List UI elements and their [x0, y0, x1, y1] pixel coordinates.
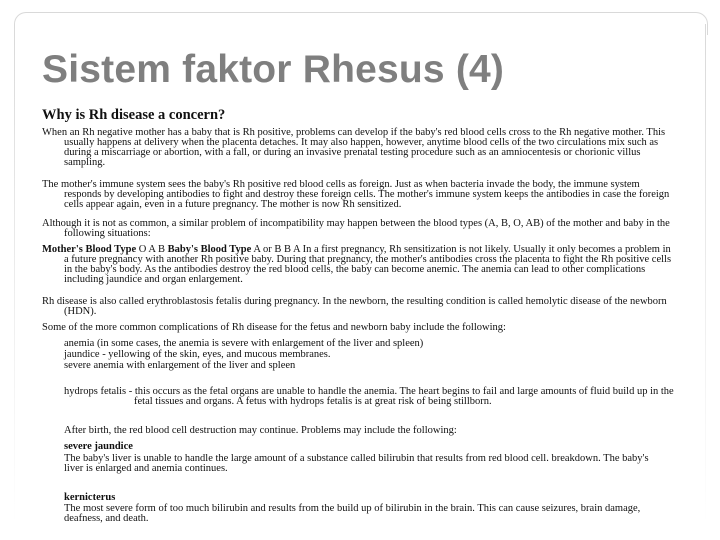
baby-blood-type-label: Baby's Blood Type [167, 244, 252, 255]
after-birth-text: After birth, the red blood cell destruction may continue. Problems may include the following: [64, 425, 457, 436]
paragraph-blood-types [42, 245, 672, 285]
paragraph-complications: Some of the more common complications of Rh disease for the fetus and newborn baby include the following: [42, 322, 506, 333]
paragraph-rh-mother: When an Rh negative mother has a baby that is Rh positive, problems can develop if the baby's red blood cells cross to the Rh negative mother. This usually happens at delivery when the placenta detaches. It may also happen, however, anytime blood cells of the two circulations mix such as during a miscarriage or abortion, with a fall, or during an invasive prenatal testing procedure such as an amniocentesis or chorionic villus sampling. [42, 127, 666, 168]
mother-blood-type-values: O A B [136, 244, 168, 255]
kernicterus-text: The most severe form of too much bilirubin and results from the build up of bilirubin in the brain. This can cause seizures, brain damage, deafness, and death. [64, 503, 641, 524]
hydrops-fetalis-label: hydrops fetalis - this occurs as the fetal organs are unable to handle the anemia. The heart begins to fail and large amounts of fluid build up in the fetal tissues and organs. A fetus with hydrops fetalis is at great risk of being stillborn. [64, 386, 674, 407]
blood-type-explanation: A or B B A In a first pregnancy, Rh sensitization is not likely. Usually it only becomes a problem in a future pregnancy with another Rh positive baby. During that pregnancy, the mother's antibodies cross the placenta to fight the Rh positive cells in the baby's body. As the antibodies destroy the red blood cells, the baby can become anemic. The anemia can lead to other complications including jaundice and organ enlargement. [64, 244, 672, 285]
paragraph-erythroblastosis: Rh disease is also called erythroblastosis fetalis during pregnancy. In the newborn, the resulting condition is called hemolytic disease of the newborn (HDN). [42, 296, 667, 317]
slide-title: Sistem faktor Rhesus (4) [42, 48, 505, 91]
severe-jaundice-heading: severe jaundice [64, 441, 133, 452]
paragraph-immune-system: The mother's immune system sees the baby's Rh positive red blood cells as foreign. Just as when bacteria invade the body, the immune system responds by developing antibodies to fight and destroy these foreign cells. The mother's immune system keeps the antibodies in case the foreign cells appear again, even in a future pregnancy. The mother is now Rh sensitized. [42, 179, 670, 210]
paragraph-abo-incompatibility: Although it is not as common, a similar problem of incompatibility may happen between the blood types (A, B, O, AB) of the mother and baby in the following situations: [42, 218, 670, 239]
list-item: severe anemia with enlargement of the liver and spleen [64, 360, 296, 371]
list-item: anemia (in some cases, the anemia is severe with enlargement of the liver and spleen) [64, 338, 424, 349]
slide-frame-top [14, 12, 708, 35]
list-item: jaundice - yellowing of the skin, eyes, and mucous membranes. [64, 349, 331, 360]
slide-frame-right [705, 24, 706, 524]
slide-subtitle: Why is Rh disease a concern? [42, 107, 226, 123]
severe-jaundice-text: The baby's liver is unable to handle the large amount of a substance called bilirubin that results from red blood cell. breakdown. The baby's liver is enlarged and anemia continues. [64, 453, 649, 474]
kernicterus-heading: kernicterus [64, 492, 116, 503]
mother-blood-type-label: Mother's Blood Type [42, 244, 137, 255]
slide-frame-left [14, 24, 15, 524]
hydrops-fetalis-text [64, 387, 674, 407]
